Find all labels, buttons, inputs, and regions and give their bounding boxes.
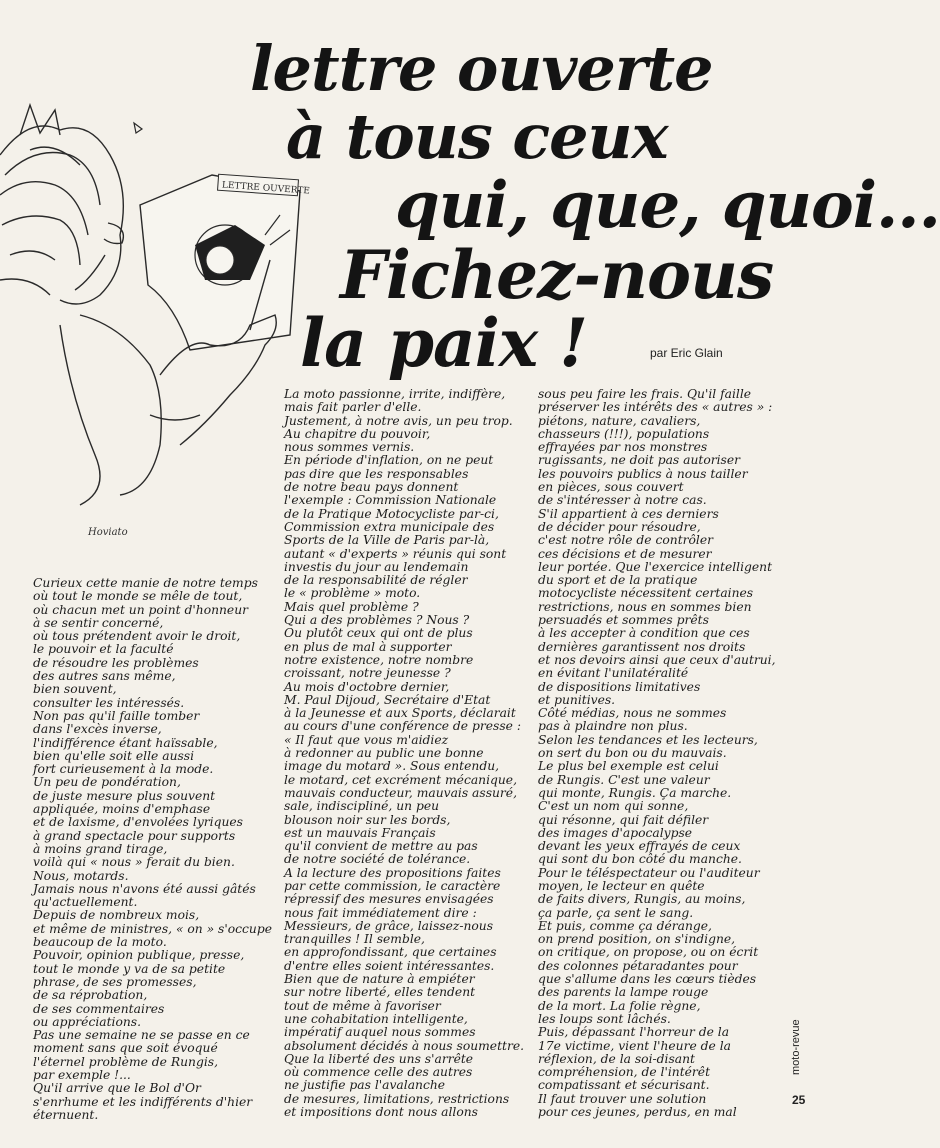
text-line: des colonnes pétaradantes pour (538, 958, 738, 973)
text-line: pas dire que les responsables (284, 466, 469, 481)
text-line: Selon les tendances et les lecteurs, (538, 732, 758, 747)
text-line: Commission extra municipale des (284, 519, 495, 534)
text-line: sale, indiscipliné, un peu (284, 799, 440, 814)
text-line: phrase, de ses promesses, (33, 974, 197, 989)
text-line: mais fait parler d'elle. (284, 400, 422, 415)
text-line: voilà qui « nous » ferait du bien. (33, 855, 235, 870)
text-line: Depuis de nombreux mois, (33, 908, 200, 923)
text-line: compréhension, de l'intérêt (538, 1065, 711, 1080)
text-line: qu'actuellement. (33, 895, 138, 910)
text-line: rugissants, ne doit pas autoriser (538, 453, 741, 468)
text-line: tout de même à favoriser (284, 998, 441, 1013)
text-line: image du motard ». Sous entendu, (284, 759, 500, 774)
text-line: éternuent. (33, 1107, 99, 1122)
text-line: effrayées par nos monstres (538, 440, 708, 455)
text-line: une cohabitation intelligente, (284, 1011, 468, 1026)
text-line: pour ces jeunes, perdus, en mal (538, 1105, 737, 1120)
text-line: Côté médias, nous ne sommes (538, 706, 727, 721)
text-line: Que la liberté des uns s'arrête (284, 1051, 474, 1066)
text-line: « Il faut que vous m'aidiez (284, 732, 449, 747)
text-line: chasseurs (!!!), populations (538, 426, 710, 441)
text-line: Puis, dépassant l'horreur de la (538, 1025, 730, 1040)
text-line: s'enrhume et les indifférents d'hier (33, 1094, 253, 1109)
text-line: 17e victime, vient l'heure de la (538, 1038, 731, 1053)
text-line: de dispositions limitatives (538, 679, 701, 694)
text-line: En période d'inflation, on ne peut (284, 453, 494, 468)
text-line: absolument décidés à nous soumettre. (284, 1038, 525, 1053)
text-line: de résoudre les problèmes (33, 655, 199, 670)
text-line: les pouvoirs publics à nous tailler (538, 466, 748, 481)
text-line: de la responsabilité de régler (284, 573, 468, 588)
text-line: tranquilles ! Il semble, (284, 932, 425, 947)
text-line: de faits divers, Rungis, au moins, (538, 892, 746, 907)
text-line: est un mauvais Français (284, 825, 436, 840)
text-line: beaucoup de la moto. (33, 935, 167, 950)
text-line: Qu'il arrive que le Bol d'Or (33, 1081, 201, 1096)
text-line: Sports de la Ville de Paris par-là, (284, 533, 490, 548)
pen-icon (134, 123, 142, 133)
text-line: le « problème » moto. (284, 586, 421, 601)
article-column-3 (538, 388, 783, 1119)
text-line: de mesures, limitations, restrictions (284, 1091, 510, 1106)
text-line: investis du jour au lendemain (284, 559, 469, 574)
text-line: sous peu faire les frais. Qu'il faille (538, 387, 752, 401)
artist-signature: Hoviato (88, 527, 128, 538)
text-line: Pouvoir, opinion publique, presse, (33, 948, 245, 963)
text-line: devant les yeux effrayés de ceux (538, 839, 741, 854)
text-line: en plus de mal à supporter (284, 639, 452, 654)
text-line: à les accepter à condition que ces (538, 626, 750, 641)
cartoon-illustration (0, 95, 311, 555)
text-line: Curieux cette manie de notre temps (33, 576, 258, 590)
text-line: Qui a des problèmes ? Nous ? (284, 613, 470, 628)
text-line: Ou plutôt ceux qui ont de plus (284, 626, 473, 641)
text-line: moyen, le lecteur en quête (538, 878, 705, 893)
text-line: où tous prétendent avoir le droit, (33, 629, 241, 644)
text-line: on critique, on propose, ou on écrit (538, 945, 759, 960)
text-line: à grand spectacle pour supports (33, 828, 236, 843)
poster-icon (140, 174, 310, 350)
text-line: ou appréciations. (33, 1014, 142, 1029)
text-line: Au chapitre du pouvoir, (284, 426, 431, 441)
text-line: nous sommes vernis. (284, 440, 415, 455)
text-line: Et puis, comme ça dérange, (538, 918, 712, 933)
author-byline: par Eric Glain (650, 346, 723, 360)
text-line: de ses commentaires (33, 1001, 165, 1016)
text-line: restrictions, nous en sommes bien (538, 599, 752, 614)
text-line: Au mois d'octobre dernier, (284, 679, 450, 694)
text-line: croissant, notre jeunesse ? (284, 666, 451, 681)
text-line: et punitives. (538, 692, 616, 707)
text-line: blouson noir sur les bords, (284, 812, 451, 827)
text-line: piétons, nature, cavaliers, (538, 413, 701, 428)
text-line: M. Paul Dijoud, Secrétaire d'Etat (284, 692, 491, 707)
text-line: du sport et de la pratique (538, 573, 698, 588)
text-line: l'éternel problème de Rungis, (33, 1054, 218, 1069)
text-line: qui résonne, qui fait défiler (538, 812, 709, 827)
text-line: qui sont du bon côté du manche. (538, 852, 742, 867)
text-line: réflexion, de la soi-disant (538, 1051, 695, 1066)
text-line: Pour le téléspectateur ou l'auditeur (538, 865, 760, 880)
headline-line-2: à tous ceux (286, 100, 668, 173)
text-line: de sa réprobation, (33, 988, 148, 1003)
text-line: dernières garantissent nos droits (538, 639, 746, 654)
text-line: qui monte, Rungis. Ça marche. (538, 785, 732, 800)
text-line: autant « d'experts » réunis qui sont (284, 546, 507, 561)
text-line: Nous, motards. (33, 868, 129, 883)
text-line: Justement, à notre avis, un peu trop. (284, 413, 513, 428)
page-number: 25 (792, 1093, 806, 1107)
text-line: de la Pratique Motocycliste par-ci, (284, 506, 499, 521)
poster-title: LETTRE OUVERTE (221, 180, 311, 197)
text-line: de notre beau pays donnent (284, 480, 459, 495)
text-line: de la mort. La folie règne, (538, 998, 701, 1013)
text-line: à se sentir concerné, (33, 615, 164, 630)
headline-line-1: lettre ouverte (250, 32, 713, 105)
text-line: dans l'excès inverse, (33, 722, 162, 737)
text-line: par exemple !... (33, 1067, 131, 1082)
text-line: Bien que de nature à empiéter (284, 972, 475, 987)
text-line: Jamais nous n'avons été aussi gâtés (33, 881, 256, 896)
text-line: motocycliste nécessitent certaines (538, 586, 754, 601)
text-line: et même de ministres, « on » s'occupe (33, 921, 272, 936)
text-line: fort curieusement à la mode. (33, 762, 214, 777)
text-line: des autres sans même, (33, 669, 176, 684)
headline-line-5: la paix ! (300, 304, 588, 382)
text-line: impératif auquel nous sommes (284, 1025, 476, 1040)
text-line: des parents la lampe rouge (538, 985, 709, 1000)
hair-icon (0, 105, 123, 304)
text-line: où tout le monde se mêle de tout, (33, 589, 243, 604)
text-line: La moto passionne, irrite, indiffère, (284, 387, 506, 401)
text-line: à redonner au public une bonne (284, 746, 484, 761)
text-line: de décider pour résoudre, (538, 519, 701, 534)
text-line: en évitant l'unilatéralité (538, 666, 689, 681)
text-line: ça parle, ça sent le sang. (538, 905, 694, 920)
text-line: où commence celle des autres (284, 1065, 473, 1080)
text-line: de juste mesure plus souvent (33, 788, 216, 803)
text-line: nous fait immédiatement dire : (284, 905, 477, 920)
text-line: moment sans que soit évoqué (33, 1041, 218, 1056)
text-line: c'est notre rôle de contrôler (538, 533, 714, 548)
text-line: les loups sont lâchés. (538, 1011, 671, 1026)
text-line: de notre société de tolérance. (284, 852, 471, 867)
text-line: A la lecture des propositions faites (284, 865, 501, 880)
text-line: l'indifférence étant haïssable, (33, 735, 218, 750)
text-line: au cours d'une conférence de presse : (284, 719, 521, 734)
text-line: qu'il convient de mettre au pas (284, 839, 478, 854)
text-line: de s'intéresser à notre cas. (538, 493, 707, 508)
article-column-1 (33, 577, 278, 1122)
text-line: ces décisions et de mesurer (538, 546, 712, 561)
text-line: ne justifie pas l'avalanche (284, 1078, 446, 1093)
text-line: Le plus bel exemple est celui (538, 759, 719, 774)
text-line: Un peu de pondération, (33, 775, 181, 790)
text-line: et de laxisme, d'envolées lyriques (33, 815, 243, 830)
text-line: en pièces, sous couvert (538, 480, 684, 495)
text-line: l'exemple : Commission Nationale (284, 493, 497, 508)
text-line: à moins grand tirage, (33, 841, 168, 856)
text-line: le motard, cet excrément mécanique, (284, 772, 517, 787)
text-line: bien souvent, (33, 682, 117, 697)
text-line: on prend position, on s'indigne, (538, 932, 736, 947)
text-line: Non pas qu'il faille tomber (33, 708, 200, 723)
text-line: et nos devoirs ainsi que ceux d'autrui, (538, 652, 776, 667)
text-line: bien qu'elle soit elle aussi (33, 748, 195, 763)
text-line: de Rungis. C'est une valeur (538, 772, 710, 787)
text-line: d'entre elles soient intéressantes. (284, 958, 495, 973)
text-line: le pouvoir et la faculté (33, 642, 174, 657)
text-line: tout le monde y va de sa petite (33, 961, 226, 976)
article-column-2 (284, 388, 534, 1119)
text-line: pas à plaindre non plus. (538, 719, 688, 734)
text-line: S'il appartient à ces derniers (538, 506, 719, 521)
text-line: et impositions dont nous allons (284, 1105, 478, 1120)
text-line: leur portée. Que l'exercice intelligent (538, 559, 773, 574)
text-line: répressif des mesures envisagées (284, 892, 494, 907)
headline-line-3: qui, que, quoi... (395, 168, 940, 243)
text-line: notre existence, notre nombre (284, 652, 474, 667)
text-line: en approfondissant, que certaines (284, 945, 497, 960)
text-line: on sert du bon ou du mauvais. (538, 746, 727, 761)
text-line: C'est un nom qui sonne, (538, 799, 689, 814)
headline-line-4: Fichez-nous (340, 236, 774, 314)
text-line: où chacun met un point d'honneur (33, 602, 249, 617)
text-line: compatissant et sécurisant. (538, 1078, 710, 1093)
magazine-name: moto-revue (790, 1019, 802, 1075)
text-line: persuadés et sommes prêts (538, 613, 709, 628)
text-line: préserver les intérêts des « autres » : (538, 400, 773, 415)
text-line: des images d'apocalypse (538, 825, 693, 840)
text-line: consulter les intéressés. (33, 695, 185, 710)
text-line: à la Jeunesse et aux Sports, déclarait (284, 706, 516, 721)
text-line: sur notre liberté, elles tendent (284, 985, 476, 1000)
text-line: Mais quel problème ? (284, 599, 419, 614)
text-line: Pas une semaine ne se passe en ce (33, 1028, 250, 1043)
text-line: Messieurs, de grâce, laissez-nous (284, 918, 494, 933)
text-line: par cette commission, le caractère (284, 878, 501, 893)
text-line: mauvais conducteur, mauvais assuré, (284, 785, 517, 800)
text-line: appliquée, moins d'emphase (33, 802, 211, 817)
text-line: Il faut trouver une solution (538, 1091, 707, 1106)
text-line: que s'allume dans les cœurs tièdes (538, 972, 757, 987)
